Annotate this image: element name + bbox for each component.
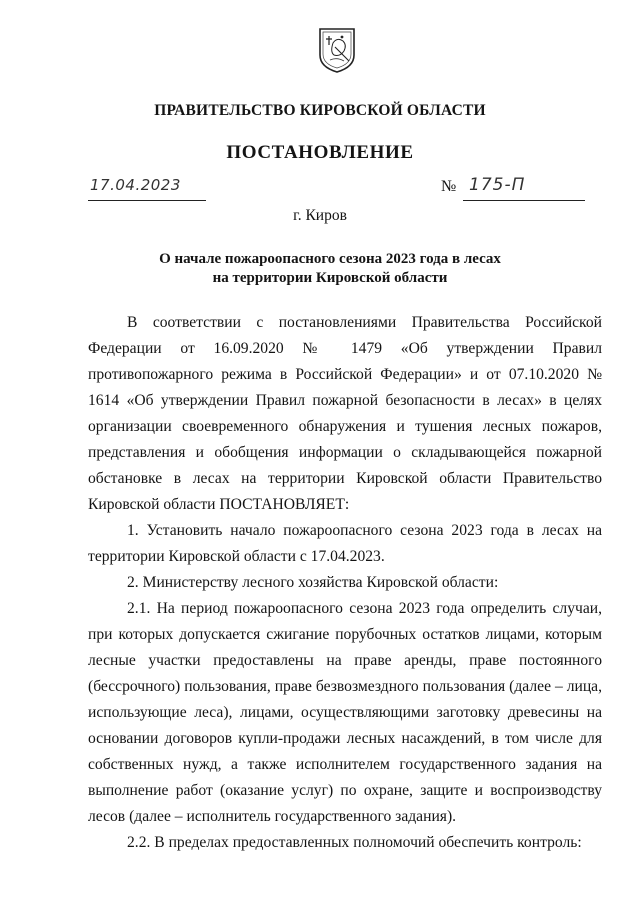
item-2-1-paragraph: 2.1. На период пожароопасного сезона 2023 года определить случаи, при которых допускается сжигание порубочных остатков лицами, которым лесные участки предоставлены на праве аренды, праве постоянного (бессрочного) пользования, праве безвозмездного пользования (далее – лица, использующие леса), лицами, осуществляющими заготовку древесины на основании договоров купли-продажи лесных насаждений, в том числе для собственных нужд, а также исполнителем государственного задания на выполнение работ (оказание услуг) по охране, защите и воспроизводству лесов (далее – исполнитель государственного задания). (88, 600, 602, 825)
org-title: ПРАВИТЕЛЬСТВО КИРОВСКОЙ ОБЛАСТИ (154, 102, 486, 119)
subject-line-1: О начале пожароопасного сезона 2023 года в лесах (159, 251, 501, 267)
preamble-paragraph: В соответствии с постановлениями Правительства Российской Федерации от 16.09.2020 № 1479 «Об утверждении Правил противопожарного режима в Российской Федерации» и от 07.10.2020 № 1614 «Об утверждении Правил пожарной безопасности в лесах» в целях организации своевременного обнаружения и тушения лесных пожаров, представления и обобщения информации о складывающейся пожарной обстановке в лесах на территории Кировской области Правительство Кировской области ПОСТАНОВЛЯЕТ: (88, 314, 602, 513)
date-field (88, 174, 206, 201)
document-subject (140, 250, 520, 288)
item-2-paragraph: 2. Министерству лесного хозяйства Кировской области: (127, 574, 499, 591)
city: г. Киров (293, 207, 347, 224)
item-2-2-paragraph: 2.2. В пределах предоставленных полномочий обеспечить контроль: (127, 834, 582, 851)
number-label: № (441, 178, 457, 195)
document-body (88, 310, 602, 856)
document-type-title: ПОСТАНОВЛЕНИЕ (226, 142, 414, 163)
subject-line-2: на территории Кировской области (212, 270, 448, 286)
handwritten-number: 175-П (469, 175, 526, 195)
item-1-paragraph: 1. Установить начало пожароопасного сезона 2023 года в лесах на территории Кировской области с 17.04.2023. (88, 522, 602, 565)
coat-of-arms-icon (318, 27, 356, 73)
handwritten-date: 17.04.2023 (90, 176, 181, 194)
number-field (463, 174, 585, 201)
